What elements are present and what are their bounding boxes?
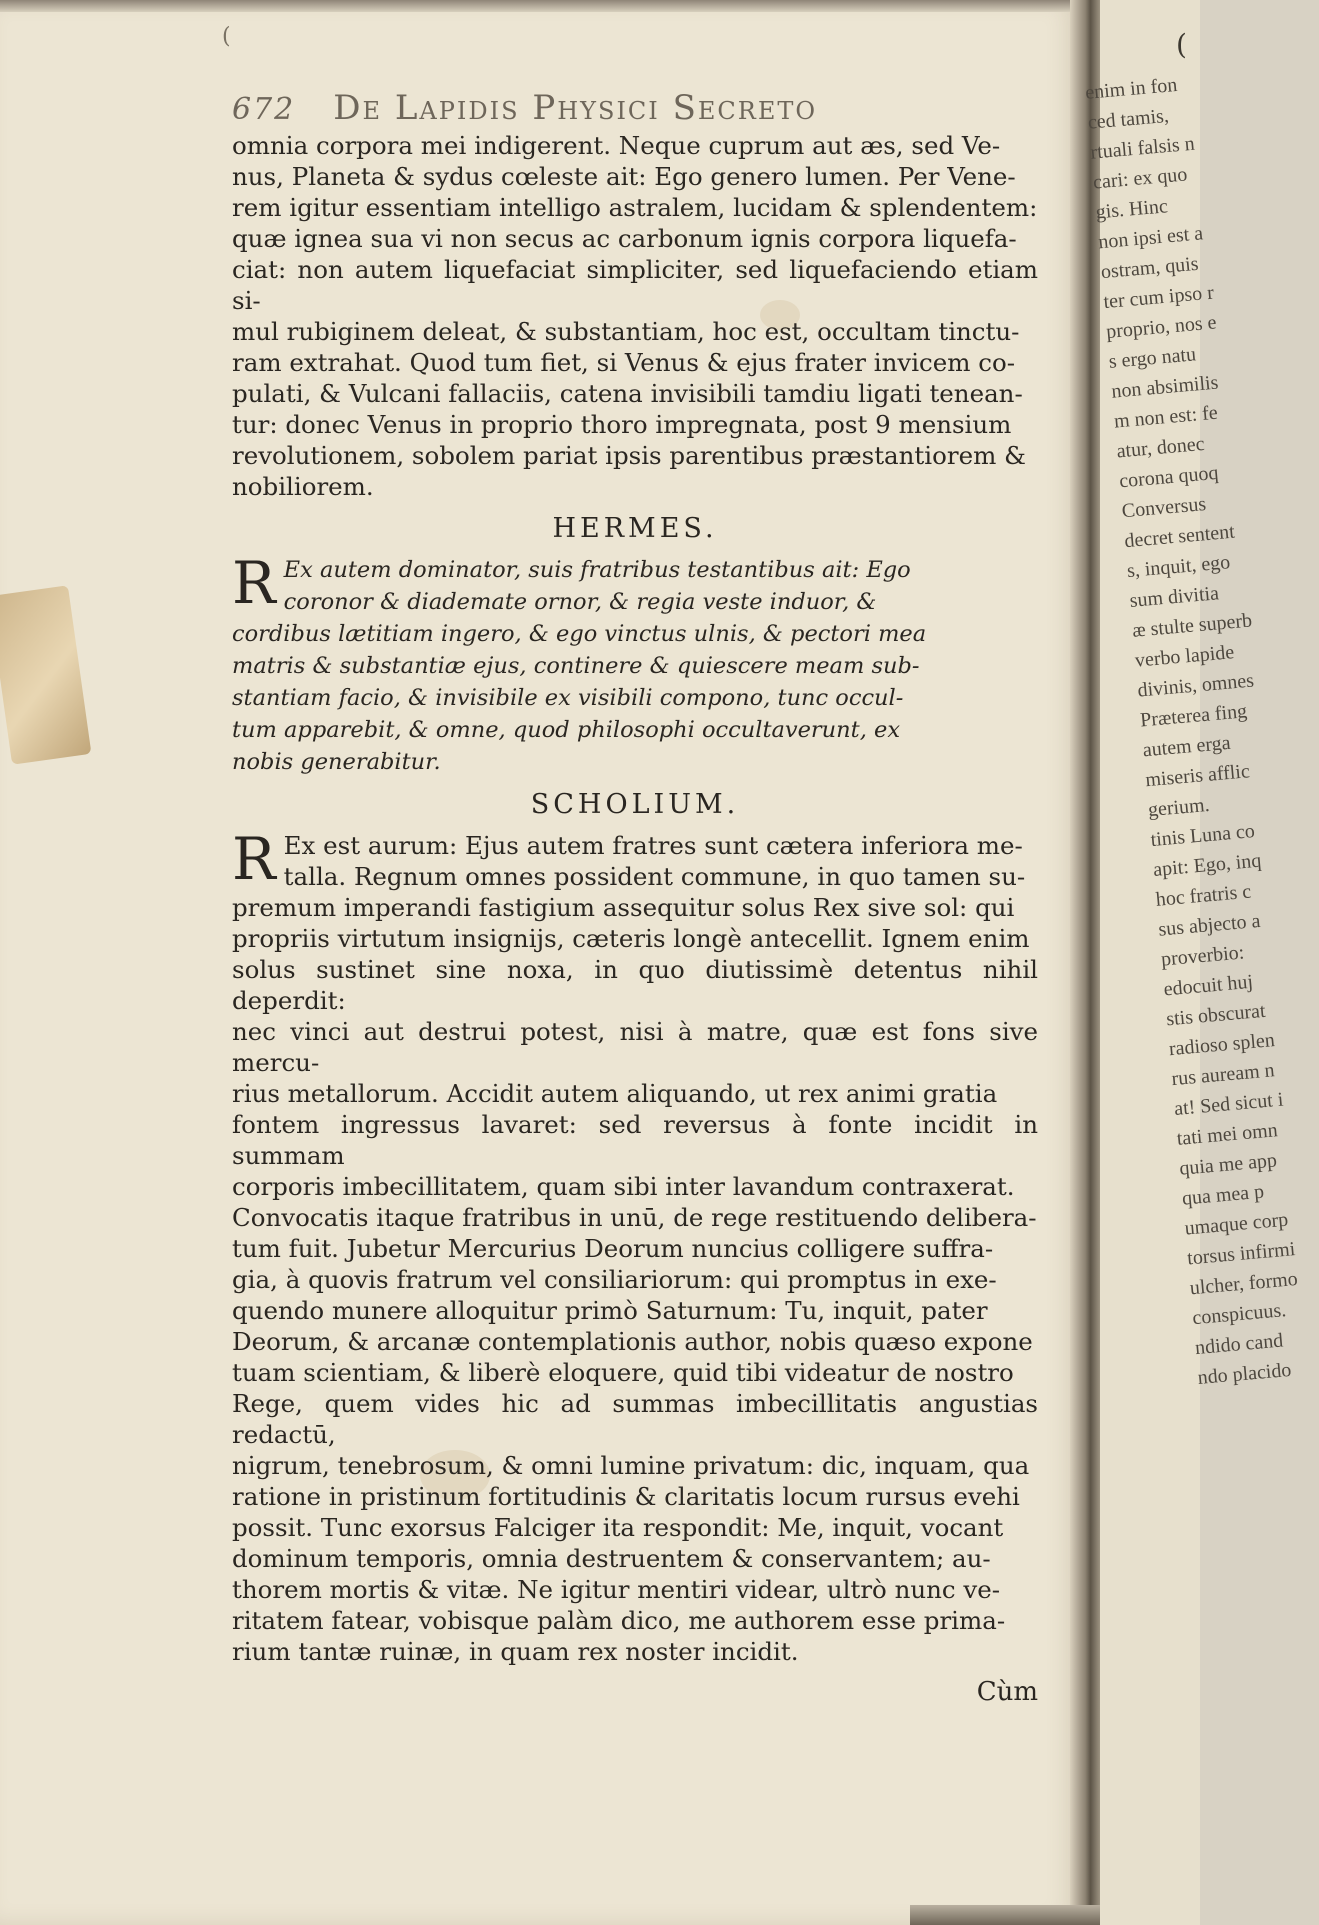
facing-line: quia me app: [1178, 1149, 1278, 1180]
page-number: 672: [232, 92, 296, 127]
text-line: nus, Planeta & sydus cœleste ait: Ego genero lumen. Per Vene-: [232, 162, 1016, 191]
facing-line: ulcher, formo: [1188, 1268, 1299, 1300]
facing-line: verbo lapide: [1134, 641, 1235, 672]
text-column: [232, 88, 1038, 1711]
text-line: nigrum, tenebrosum, & omni lumine privatum: dic, inquam, qua: [232, 1451, 1030, 1480]
text-line: dominum temporis, omnia destruentem & conservantem; au-: [232, 1544, 991, 1573]
text-line: thorem mortis & vitæ. Ne igitur mentiri videar, ultrò nunc ve-: [232, 1575, 1001, 1604]
text-line: ciat: non autem liquefaciat simpliciter, sed liquefaciendo etiam si-: [232, 255, 1038, 315]
text-line: stantiam facio, & invisibile ex visibili compono, tunc occul-: [232, 685, 904, 711]
text-line: Ex autem dominator, suis fratribus testantibus ait: Ego: [283, 557, 911, 583]
facing-line: miseris afflic: [1144, 760, 1251, 792]
running-head: [232, 88, 1038, 130]
facing-line: corona quoq: [1118, 461, 1220, 493]
facing-line: gerium.: [1147, 793, 1211, 822]
text-line: mul rubiginem deleat, & substantiam, hoc est, occultam tinctu-: [232, 317, 1020, 346]
book-gutter: [1070, 0, 1104, 1925]
facing-line: ndo placido: [1196, 1358, 1293, 1389]
facing-line: sus abjecto a: [1157, 909, 1262, 941]
facing-line: sum divitia: [1128, 582, 1220, 612]
text-line: revolutionem, sobolem pariat ipsis parentibus præstantiorem &: [232, 441, 1026, 470]
text-line: rem igitur essentiam intelligo astralem, lucidam & splendentem:: [232, 193, 1038, 222]
facing-line: tinis Luna co: [1149, 820, 1256, 852]
text-line: fontem ingressus lavaret: sed reversus à fonte incidit in summam: [232, 1110, 1038, 1170]
text-line: nec vinci aut destrui potest, nisi à matre, quæ est fons sive mercu-: [232, 1017, 1038, 1077]
facing-line: stis obscurat: [1165, 999, 1267, 1031]
text-line: possit. Tunc exorsus Falciger ita respondit: Me, inquit, vocant: [232, 1513, 1004, 1542]
text-line: Deorum, & arcanæ contemplationis author, nobis quæso expone: [232, 1327, 1033, 1356]
facing-line: conspicuus.: [1191, 1299, 1288, 1330]
facing-line: autem erga: [1141, 731, 1232, 762]
text-line: omnia corpora mei indigerent. Neque cuprum aut æs, sed Ve-: [232, 131, 1001, 160]
text-line: tur: donec Venus in proprio thoro impregnata, post 9 mensium: [232, 410, 1012, 439]
text-line: tum apparebit, & omne, quod philosophi occultaverunt, ex: [232, 717, 901, 743]
text-line: rium tantæ ruinæ, in quam rex noster incidit.: [232, 1637, 799, 1666]
facing-line: atur, donec: [1115, 432, 1206, 463]
hermes-quote: [232, 549, 1038, 778]
catchword: Cùm: [976, 1677, 1038, 1707]
facing-line: Præterea fing: [1139, 700, 1248, 732]
text-line: nobis generabitur.: [232, 749, 441, 775]
facing-line: m non est: fe: [1113, 401, 1219, 433]
text-line: matris & substantiæ ejus, continere & quiescere meam sub-: [232, 653, 920, 679]
scholium-text: [232, 825, 1038, 1667]
text-line: coronor & diademate ornor, & regia veste induor, &: [283, 589, 877, 615]
facing-line: proprio, nos e: [1105, 311, 1218, 343]
facing-line: rus auream n: [1170, 1059, 1276, 1091]
facing-line: rtuali falsis n: [1089, 132, 1196, 164]
facing-line: radioso splen: [1168, 1029, 1276, 1061]
text-line: solus sustinet sine noxa, in quo diutissimè detentus nihil deperdit:: [232, 955, 1038, 1015]
bookmark-tab: [0, 585, 91, 764]
text-line: rius metallorum. Accidit autem aliquando, ut rex animi gratia: [232, 1079, 998, 1108]
text-line: cordibus lætitiam ingero, & ego vinctus ulnis, & pectori mea: [232, 621, 927, 647]
text-line: ram extrahat. Quod tum fiet, si Venus & ejus frater invicem co-: [232, 348, 1016, 377]
text-line: Ex est aurum: Ejus autem fratres sunt cætera inferiora me-: [283, 831, 1023, 860]
facing-line: apit: Ego, inq: [1152, 849, 1263, 881]
text-line: tuam scientiam, & liberè eloquere, quid tibi videatur de nostro: [232, 1358, 1014, 1387]
text-line: gia, à quovis fratrum vel consiliariorum: qui promptus in exe-: [232, 1265, 997, 1294]
text-line: premum imperandi fastigium assequitur solus Rex sive sol: qui: [232, 893, 1015, 922]
facing-line: non absimilis: [1110, 371, 1220, 403]
facing-line: edocuit huj: [1162, 970, 1254, 1001]
running-head-title: De Lapidis Physici Secreto: [333, 88, 818, 128]
facing-line: tati mei omn: [1175, 1119, 1279, 1150]
facing-line: s, inquit, ego: [1126, 551, 1232, 583]
facing-line: gis. Hinc: [1094, 195, 1169, 224]
top-shadow: [0, 0, 1082, 12]
facing-line: torsus infirmi: [1186, 1238, 1297, 1270]
drop-cap: R: [232, 825, 276, 893]
text-line: propriis virtutum insignijs, cæteris longè antecellit. Ignem enim: [232, 924, 1030, 953]
facing-line: at! Sed sicut i: [1173, 1088, 1285, 1121]
drop-cap: R: [232, 549, 276, 617]
facing-line: umaque corp: [1183, 1208, 1290, 1240]
facing-line: æ stulte superb: [1131, 609, 1253, 642]
text-line: tum fuit. Jubetur Mercurius Deorum nuncius colligere suffra-: [232, 1234, 994, 1263]
facing-line: cari: ex quo: [1092, 163, 1189, 194]
text-line: talla. Regnum omnes possident commune, in quo tamen su-: [283, 862, 1026, 891]
text-line: Convocatis itaque fratribus in unū, de rege restituendo delibera-: [232, 1203, 1037, 1232]
text-line: pulati, & Vulcani fallaciis, catena invisibili tamdiu ligati tenean-: [232, 379, 1023, 408]
facing-page-mark: (: [1176, 28, 1187, 61]
facing-line: decret sentent: [1123, 520, 1236, 553]
text-line: ratione in pristinum fortitudinis & claritatis locum rursus evehi: [232, 1482, 1020, 1511]
facing-line: divinis, omnes: [1136, 669, 1255, 702]
bottom-shadow: [910, 1905, 1100, 1925]
paragraph-1: [232, 130, 1038, 502]
facing-line: proverbio:: [1160, 941, 1246, 971]
facing-line: ostram, quis: [1100, 252, 1200, 284]
facing-line: ter cum ipso r: [1102, 281, 1215, 314]
text-line: nobiliorem.: [232, 472, 374, 501]
facing-line: enim in fon: [1084, 73, 1179, 104]
facing-line: s ergo natu: [1107, 343, 1197, 373]
facing-line: hoc fratris c: [1154, 880, 1253, 911]
facing-line: Conversus: [1120, 493, 1208, 523]
text-line: quendo munere alloquitur primò Saturnum: Tu, inquit, pater: [232, 1296, 988, 1325]
text-line: ritatem fatear, vobisque palàm dico, me authorem esse prima-: [232, 1606, 1006, 1635]
facing-line: ced tamis,: [1086, 104, 1170, 134]
facing-line: ndido cand: [1194, 1329, 1285, 1360]
heading-scholium: SCHOLIUM.: [530, 789, 740, 820]
facing-line: qua mea p: [1181, 1180, 1265, 1210]
heading-hermes: HERMES.: [552, 513, 718, 544]
text-line: corporis imbecillitatem, quam sibi inter lavandum contraxerat.: [232, 1172, 1015, 1201]
page-mark: (: [222, 24, 231, 49]
text-line: Rege, quem vides hic ad summas imbecillitatis angustias redactū,: [232, 1389, 1038, 1449]
facing-line: non ipsi est a: [1097, 222, 1204, 254]
text-line: quæ ignea sua vi non secus ac carbonum ignis corpora liquefa-: [232, 224, 1017, 253]
